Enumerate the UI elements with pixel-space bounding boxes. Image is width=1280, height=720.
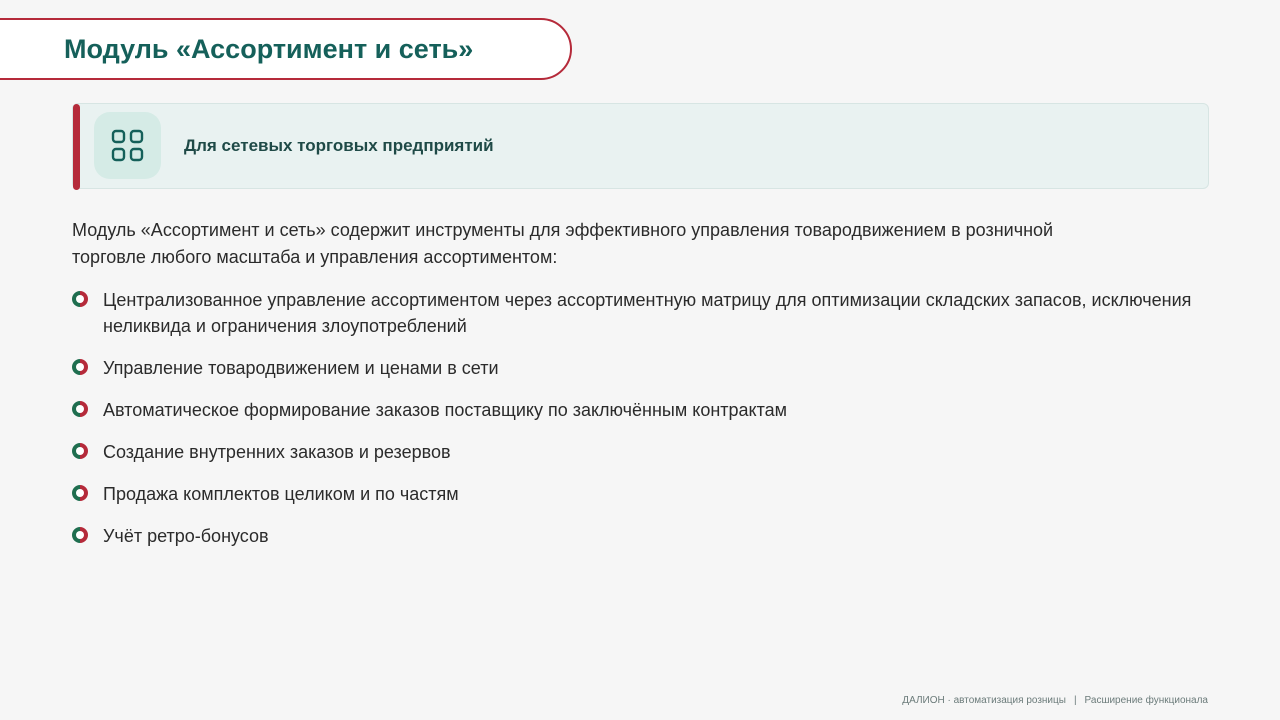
list-item-text: Продажа комплектов целиком и по частям — [103, 484, 459, 504]
footer-section: Расширение функционала — [1084, 695, 1208, 706]
bullet-icon — [72, 443, 88, 459]
slide-title: Модуль «Ассортимент и сеть» — [64, 34, 474, 64]
callout-text: Для сетевых торговых предприятий — [184, 136, 494, 155]
list-item-text: Создание внутренних заказов и резервов — [103, 442, 451, 462]
grid-icon — [111, 129, 144, 162]
list-item — [72, 397, 1202, 423]
bullet-icon — [72, 291, 88, 307]
slide-footer — [902, 695, 1208, 707]
list-item — [72, 439, 1202, 465]
list-item — [72, 523, 1202, 549]
list-item-text: Автоматическое формирование заказов поставщику по заключённым контрактам — [103, 400, 788, 420]
footer-separator: | — [1073, 695, 1077, 706]
callout-icon-container — [94, 112, 161, 179]
list-item — [72, 481, 1202, 507]
bullet-icon — [72, 485, 88, 501]
list-item-text: Учёт ретро-бонусов — [103, 526, 269, 546]
audience-callout — [72, 103, 1209, 189]
intro-paragraph: Модуль «Ассортимент и сеть» содержит инструменты для эффективного управления товародвижением в розничной торговле любого масштаба и управления ассортиментом: — [72, 220, 1054, 267]
callout-accent-bar — [73, 104, 80, 190]
bullet-icon — [72, 359, 88, 375]
list-item-text: Управление товародвижением и ценами в сети — [103, 358, 499, 378]
feature-list — [72, 287, 1202, 565]
footer-brand: ДАЛИОН · автоматизация розницы — [902, 695, 1066, 706]
list-item — [72, 355, 1202, 381]
bullet-icon — [72, 401, 88, 417]
list-item-text: Централизованное управление ассортиментом через ассортиментную матрицу для оптимизации складских запасов, исключения неликвида и ограничения злоупотреблений — [103, 290, 1192, 336]
list-item — [72, 287, 1202, 339]
bullet-icon — [72, 527, 88, 543]
